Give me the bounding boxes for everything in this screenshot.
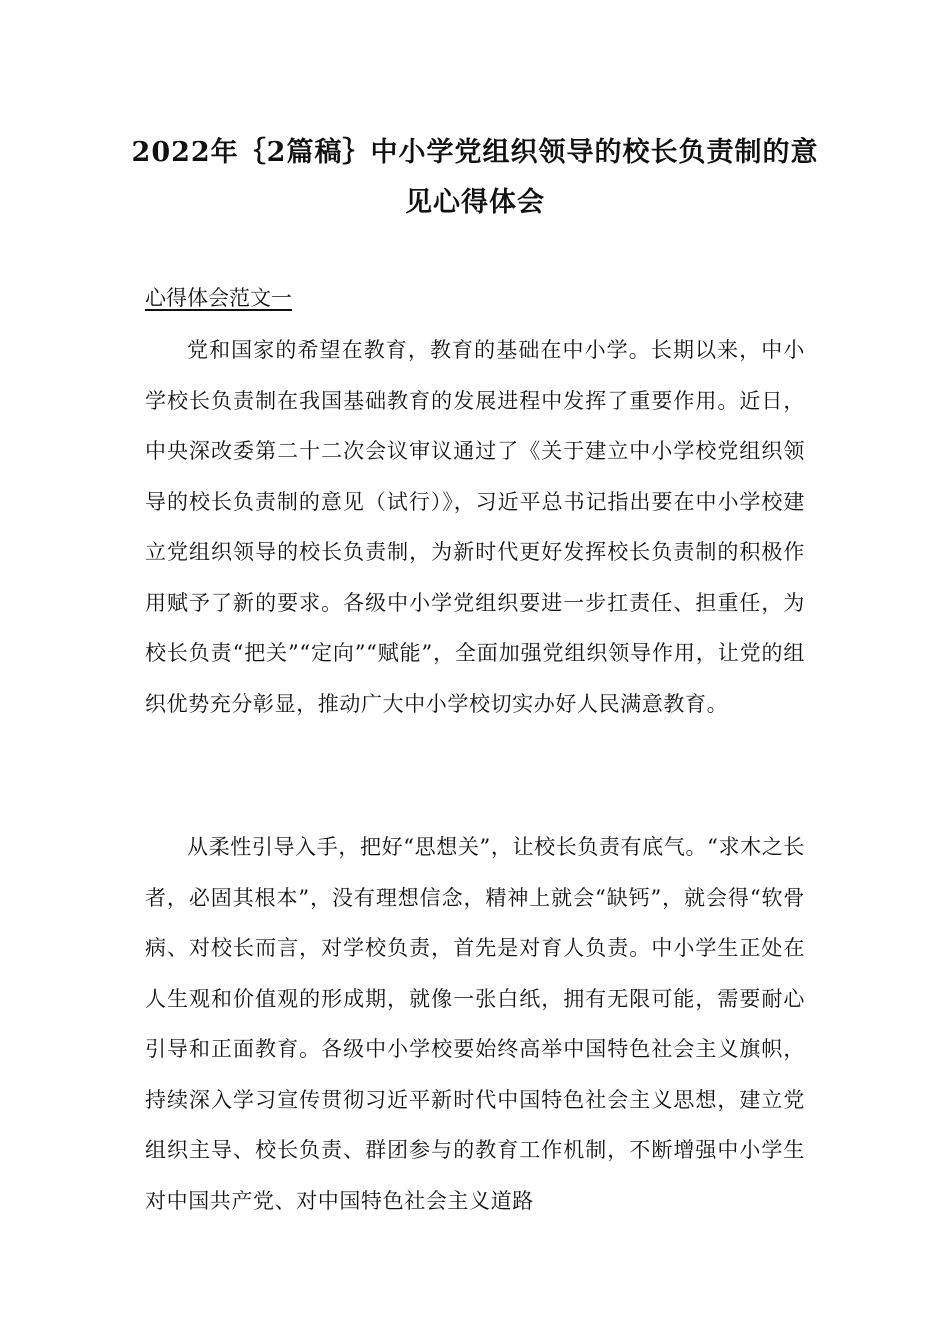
body-paragraph: 从柔性引导入手，把好“思想关”，让校长负责有底气。“求木之长者，必固其根本”，没有理想信念，精神上就会“缺钙”，就会得“软骨病、对校长而言，对学校负责，首先是对育人负责。中小学生正处在人生观和价值观的形成期，就像一张白纸，拥有无限可能，需要耐心引导和正面教育。各级中小学校要始终高举中国特色社会主义旗帜，持续深入学习宣传贯彻习近平新时代中国特色社会主义思想，建立党组织主导、校长负责、群团参与的教育工作机制，不断增强中小学生对中国共产党、对中国特色社会主义道路: [145, 835, 805, 1213]
document-title: 2022年｛2篇稿｝中小学党组织领导的校长负责制的意见心得体会: [131, 137, 819, 218]
body-paragraph: 党和国家的希望在教育，教育的基础在中小学。长期以来，中小学校长负责制在我国基础教育的发展进程中发挥了重要作用。近日，中央深改委第二十二次会议审议通过了《关于建立中小学校党组织领导的校长负责制的意见（试行）》，习近平总书记指出要在中小学校建立党组织领导的校长负责制，为新时代更好发挥校长负责制的积极作用赋予了新的要求。各级中小学党组织要进一步扛责任、担重任，为校长负责“把关”“定向”“赋能”，全面加强党组织领导作用，让党的组织优势充分彰显，推动广大中小学校切实办好人民满意教育。: [145, 338, 805, 716]
section-heading: 心得体会范文一: [145, 286, 292, 310]
